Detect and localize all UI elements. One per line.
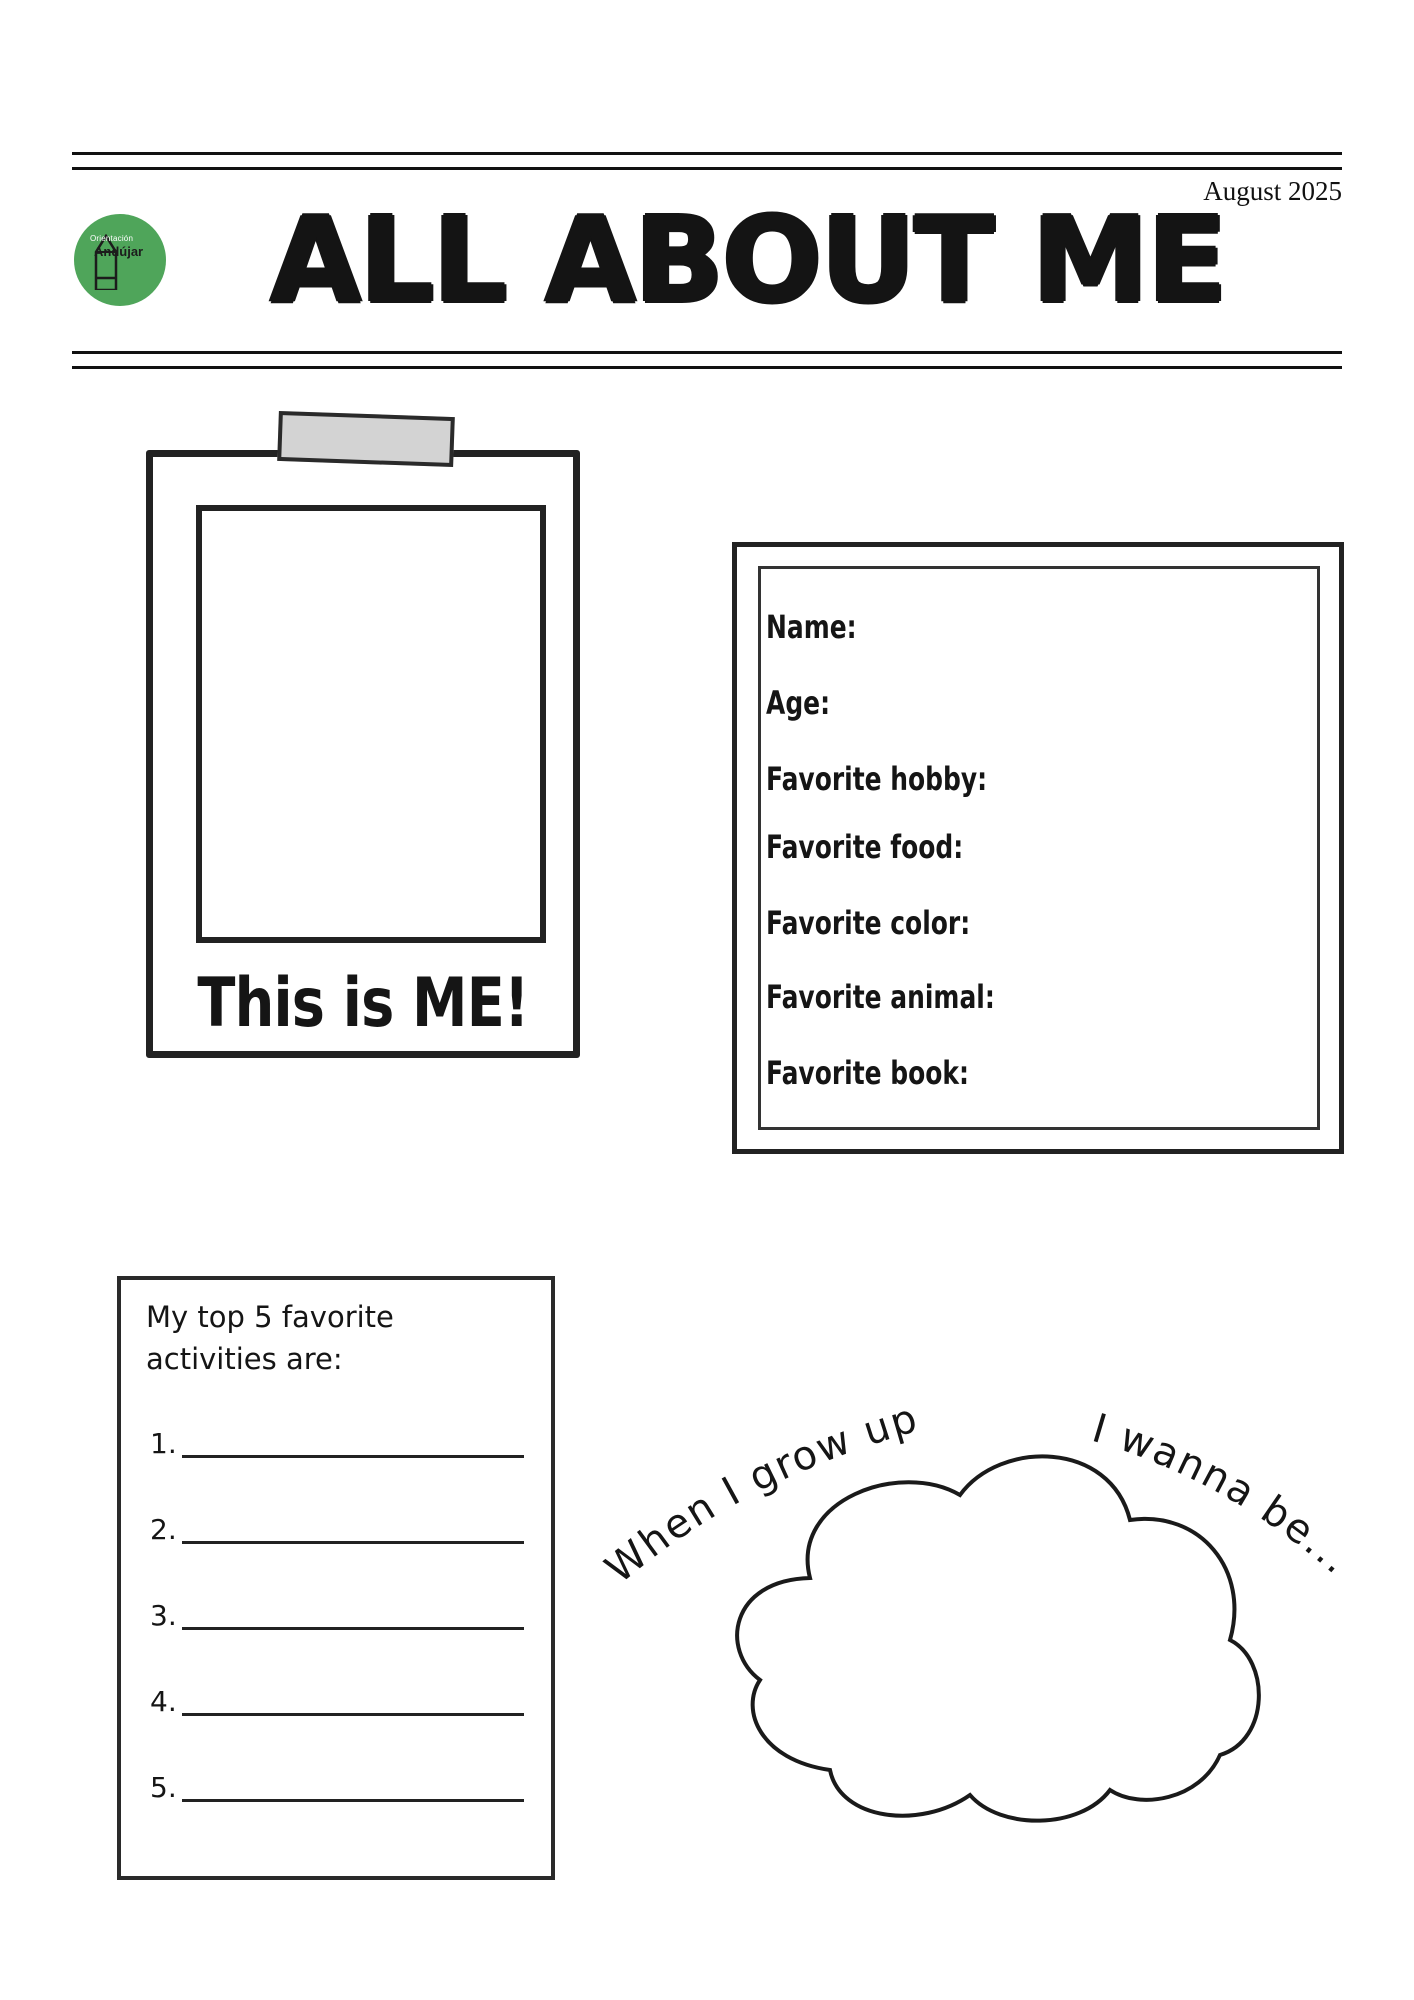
activity-number: 4. (150, 1685, 177, 1718)
field-age-label: Age: (766, 684, 831, 722)
logo-text: Andújar (94, 244, 144, 259)
dream-right-text: I wanna be... (1087, 1405, 1360, 1584)
activities-title (146, 1296, 526, 1380)
activity-number: 5. (150, 1771, 177, 1804)
field-name-label: Name: (766, 608, 857, 646)
activity-line (182, 1713, 524, 1716)
logo-small-text: Orientación (90, 234, 134, 243)
activity-item-4[interactable] (150, 1682, 524, 1722)
activity-item-2[interactable] (150, 1510, 524, 1550)
activity-line (182, 1455, 524, 1458)
activity-number: 1. (150, 1427, 177, 1460)
activity-number: 3. (150, 1599, 177, 1632)
field-hobby-label: Favorite hobby: (766, 760, 988, 798)
activities-title-line1: My top 5 favorite (146, 1300, 394, 1334)
header-rule-top-1 (72, 152, 1342, 155)
activity-line (182, 1799, 524, 1802)
activity-number: 2. (150, 1513, 177, 1546)
activities-title-line2: activities are: (146, 1342, 343, 1376)
cloud-shape[interactable] (737, 1456, 1259, 1820)
field-color-label: Favorite color: (766, 904, 971, 942)
header-rule-top-2 (72, 167, 1342, 170)
photo-area[interactable] (196, 505, 546, 943)
page-title: ALL ABOUT ME (270, 191, 1226, 329)
header-rule-bottom-2 (72, 366, 1342, 369)
activity-line (182, 1627, 524, 1630)
activity-line (182, 1541, 524, 1544)
activity-item-5[interactable] (150, 1768, 524, 1808)
header-rule-bottom-1 (72, 351, 1342, 354)
tape-decoration (277, 411, 455, 467)
activity-item-1[interactable] (150, 1424, 524, 1464)
activity-item-3[interactable] (150, 1596, 524, 1636)
field-food-label: Favorite food: (766, 828, 964, 866)
photo-caption: This is ME! (197, 964, 529, 1043)
field-animal-label: Favorite animal: (766, 978, 995, 1016)
logo (74, 214, 166, 306)
field-book-label: Favorite book: (766, 1054, 970, 1092)
dream-left-text: When I grow up (596, 1395, 924, 1593)
header-date: August 2025 (1203, 176, 1342, 206)
